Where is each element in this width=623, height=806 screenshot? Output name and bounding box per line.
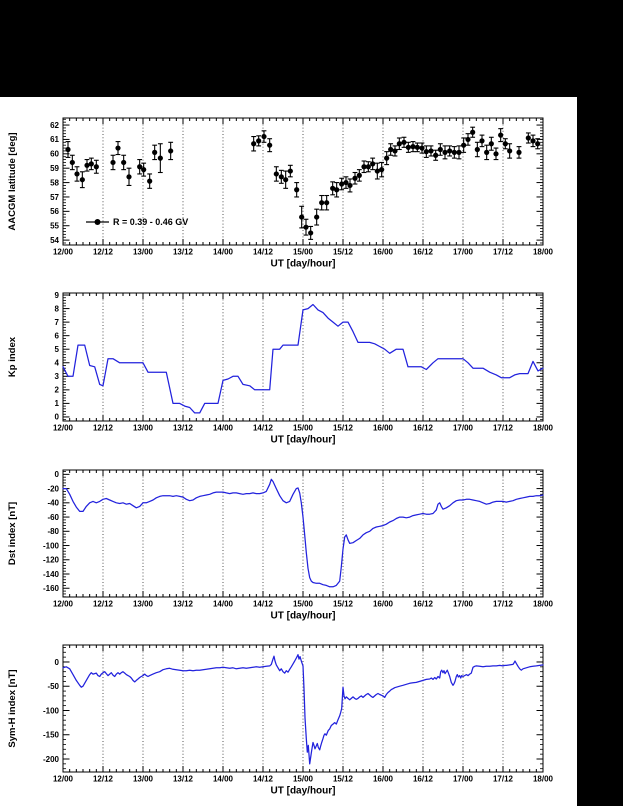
x-tick-label: 17/00 bbox=[452, 774, 474, 784]
data-point bbox=[493, 151, 498, 156]
x-tick-label: 16/12 bbox=[412, 423, 434, 433]
data-point bbox=[415, 145, 420, 150]
x-tick-label: 12/12 bbox=[92, 423, 114, 433]
y-tick-label: 0 bbox=[54, 412, 59, 422]
x-axis-title: UT [day/hour] bbox=[270, 434, 336, 446]
y-axis-title: Dst index [nT] bbox=[7, 501, 18, 566]
dst-index-panel bbox=[0, 449, 577, 624]
data-point bbox=[70, 160, 75, 165]
x-tick-label: 15/12 bbox=[332, 774, 354, 784]
data-point bbox=[479, 138, 484, 143]
x-tick-label: 13/12 bbox=[172, 774, 194, 784]
data-point bbox=[80, 177, 85, 182]
data-point bbox=[256, 138, 261, 143]
x-tick-label: 16/00 bbox=[372, 774, 394, 784]
data-point bbox=[366, 164, 371, 169]
y-tick-label: 9 bbox=[54, 290, 59, 300]
data-point bbox=[438, 147, 443, 152]
data-point bbox=[74, 171, 79, 176]
y-tick-label: 60 bbox=[50, 149, 59, 159]
data-point bbox=[419, 145, 424, 150]
data-point bbox=[299, 214, 304, 219]
y-tick-label: -100 bbox=[42, 541, 59, 551]
data-point bbox=[406, 145, 411, 150]
x-tick-label: 15/12 bbox=[332, 247, 354, 257]
data-point bbox=[397, 141, 402, 146]
y-tick-label: 6 bbox=[54, 331, 59, 341]
x-tick-label: 17/00 bbox=[452, 247, 474, 257]
x-tick-label: 12/12 bbox=[92, 599, 114, 609]
data-point bbox=[126, 174, 131, 179]
kp-index-line bbox=[63, 305, 543, 413]
x-tick-label: 17/12 bbox=[492, 423, 514, 433]
data-point bbox=[442, 150, 447, 155]
data-point bbox=[428, 148, 433, 153]
data-point bbox=[433, 153, 438, 158]
x-tick-label: 17/00 bbox=[452, 423, 474, 433]
data-point bbox=[498, 133, 503, 138]
x-tick-label: 15/00 bbox=[292, 774, 314, 784]
y-tick-label: 1 bbox=[54, 399, 59, 409]
data-point bbox=[294, 187, 299, 192]
data-point bbox=[94, 164, 99, 169]
data-point bbox=[347, 183, 352, 188]
x-tick-label: 15/12 bbox=[332, 423, 354, 433]
data-point bbox=[158, 156, 163, 161]
y-tick-label: 0 bbox=[54, 657, 59, 667]
data-point bbox=[283, 177, 288, 182]
y-tick-label: 8 bbox=[54, 304, 59, 314]
y-tick-label: -100 bbox=[42, 706, 59, 716]
y-tick-label: 5 bbox=[54, 345, 59, 355]
data-point bbox=[465, 137, 470, 142]
x-axis-title: UT [day/hour] bbox=[270, 785, 336, 797]
x-tick-label: 14/12 bbox=[252, 423, 274, 433]
data-point bbox=[115, 145, 120, 150]
data-point bbox=[452, 150, 457, 155]
x-tick-label: 13/12 bbox=[172, 599, 194, 609]
x-tick-label: 16/12 bbox=[412, 599, 434, 609]
x-axis-title: UT [day/hour] bbox=[270, 610, 336, 622]
y-tick-label: 7 bbox=[54, 317, 59, 327]
y-tick-label: -20 bbox=[47, 484, 59, 494]
y-tick-label: 56 bbox=[50, 207, 59, 217]
data-point bbox=[410, 144, 415, 149]
y-tick-label: -200 bbox=[42, 754, 59, 764]
y-tick-label: -150 bbox=[42, 730, 59, 740]
x-tick-label: 17/12 bbox=[492, 599, 514, 609]
legend bbox=[86, 217, 188, 227]
x-tick-label: 16/00 bbox=[372, 423, 394, 433]
data-point bbox=[121, 160, 126, 165]
x-tick-label: 12/00 bbox=[52, 599, 74, 609]
y-tick-label: 3 bbox=[54, 372, 59, 382]
kp-index-panel bbox=[0, 272, 577, 449]
y-tick-label: 62 bbox=[50, 120, 59, 130]
x-tick-label: 14/00 bbox=[212, 423, 234, 433]
x-tick-label: 13/00 bbox=[132, 423, 154, 433]
y-tick-label: 0 bbox=[54, 470, 59, 480]
x-tick-label: 14/12 bbox=[252, 599, 274, 609]
data-point bbox=[147, 179, 152, 184]
x-tick-label: 12/12 bbox=[92, 247, 114, 257]
data-point bbox=[324, 200, 329, 205]
x-tick-label: 15/00 bbox=[292, 247, 314, 257]
y-tick-label: 58 bbox=[50, 178, 59, 188]
data-point bbox=[475, 147, 480, 152]
y-tick-label: 59 bbox=[50, 163, 59, 173]
y-tick-label: -40 bbox=[47, 498, 59, 508]
x-tick-label: 15/00 bbox=[292, 423, 314, 433]
x-tick-label: 14/00 bbox=[212, 599, 234, 609]
data-point bbox=[352, 176, 357, 181]
data-point bbox=[456, 150, 461, 155]
x-tick-label: 12/00 bbox=[52, 774, 74, 784]
x-tick-label: 13/00 bbox=[132, 247, 154, 257]
x-tick-label: 16/00 bbox=[372, 247, 394, 257]
x-tick-label: 15/00 bbox=[292, 599, 314, 609]
x-tick-label: 18/00 bbox=[532, 423, 554, 433]
data-point bbox=[401, 140, 406, 145]
data-point bbox=[314, 214, 319, 219]
data-point bbox=[110, 160, 115, 165]
data-point bbox=[370, 161, 375, 166]
x-tick-label: 13/12 bbox=[172, 247, 194, 257]
plot-frame bbox=[63, 470, 543, 597]
data-point bbox=[503, 141, 508, 146]
x-tick-label: 14/00 bbox=[212, 247, 234, 257]
data-point bbox=[489, 141, 494, 146]
data-point bbox=[507, 148, 512, 153]
x-tick-label: 15/12 bbox=[332, 599, 354, 609]
data-point bbox=[279, 174, 284, 179]
y-tick-label: -50 bbox=[47, 682, 59, 692]
data-point bbox=[470, 130, 475, 135]
y-tick-label: -120 bbox=[42, 555, 59, 565]
y-axis-title: Kp index bbox=[7, 336, 18, 378]
y-tick-label: 57 bbox=[50, 192, 59, 202]
data-point bbox=[319, 200, 324, 205]
x-tick-label: 12/00 bbox=[52, 423, 74, 433]
data-point bbox=[447, 148, 452, 153]
x-tick-label: 17/00 bbox=[452, 599, 474, 609]
legend-label: R = 0.39 - 0.46 GV bbox=[113, 217, 189, 227]
data-point bbox=[379, 167, 384, 172]
y-tick-label: -80 bbox=[47, 527, 59, 537]
data-point bbox=[526, 135, 531, 140]
x-tick-label: 13/00 bbox=[132, 599, 154, 609]
x-tick-label: 12/00 bbox=[52, 247, 74, 257]
x-tick-label: 14/12 bbox=[252, 247, 274, 257]
plot-canvas bbox=[0, 97, 577, 806]
data-point bbox=[530, 138, 535, 143]
data-point bbox=[303, 225, 308, 230]
data-point bbox=[461, 143, 466, 148]
data-point bbox=[267, 143, 272, 148]
sym-h-index-panel bbox=[0, 624, 577, 806]
x-tick-label: 13/00 bbox=[132, 774, 154, 784]
x-tick-label: 18/00 bbox=[532, 599, 554, 609]
aacgm-latitude-panel bbox=[0, 97, 577, 272]
x-tick-label: 18/00 bbox=[532, 247, 554, 257]
y-tick-label: -60 bbox=[47, 512, 59, 522]
data-point bbox=[334, 187, 339, 192]
y-tick-label: 61 bbox=[50, 135, 59, 145]
x-axis-title: UT [day/hour] bbox=[270, 258, 336, 270]
y-axis-title: AACGM latitude [deg] bbox=[7, 132, 18, 231]
data-point bbox=[152, 150, 157, 155]
data-point bbox=[308, 230, 313, 235]
data-point bbox=[384, 156, 389, 161]
dst-index-line bbox=[63, 479, 543, 587]
y-tick-label: 54 bbox=[50, 235, 59, 245]
data-point bbox=[274, 171, 279, 176]
y-tick-label: -160 bbox=[42, 584, 59, 594]
data-point bbox=[535, 141, 540, 146]
data-point bbox=[484, 150, 489, 155]
x-tick-label: 13/12 bbox=[172, 423, 194, 433]
data-point bbox=[424, 149, 429, 154]
legend-marker bbox=[95, 219, 101, 225]
y-tick-label: -140 bbox=[42, 569, 59, 579]
x-tick-label: 16/12 bbox=[412, 774, 434, 784]
x-tick-label: 16/12 bbox=[412, 247, 434, 257]
x-tick-label: 12/12 bbox=[92, 774, 114, 784]
x-tick-label: 18/00 bbox=[532, 774, 554, 784]
data-point bbox=[392, 148, 397, 153]
data-point bbox=[141, 167, 146, 172]
x-tick-label: 14/00 bbox=[212, 774, 234, 784]
data-point bbox=[357, 173, 362, 178]
data-point bbox=[288, 168, 293, 173]
x-tick-label: 14/12 bbox=[252, 774, 274, 784]
y-tick-label: 55 bbox=[50, 221, 59, 231]
x-tick-label: 17/12 bbox=[492, 774, 514, 784]
data-point bbox=[65, 147, 70, 152]
data-point bbox=[516, 150, 521, 155]
data-point bbox=[261, 134, 266, 139]
y-axis-title: Sym-H index [nT] bbox=[7, 669, 18, 748]
x-tick-label: 16/00 bbox=[372, 599, 394, 609]
data-point bbox=[251, 141, 256, 146]
y-tick-label: 4 bbox=[54, 358, 59, 368]
x-tick-label: 17/12 bbox=[492, 247, 514, 257]
y-tick-label: 2 bbox=[54, 385, 59, 395]
data-point bbox=[89, 161, 94, 166]
data-point bbox=[168, 148, 173, 153]
